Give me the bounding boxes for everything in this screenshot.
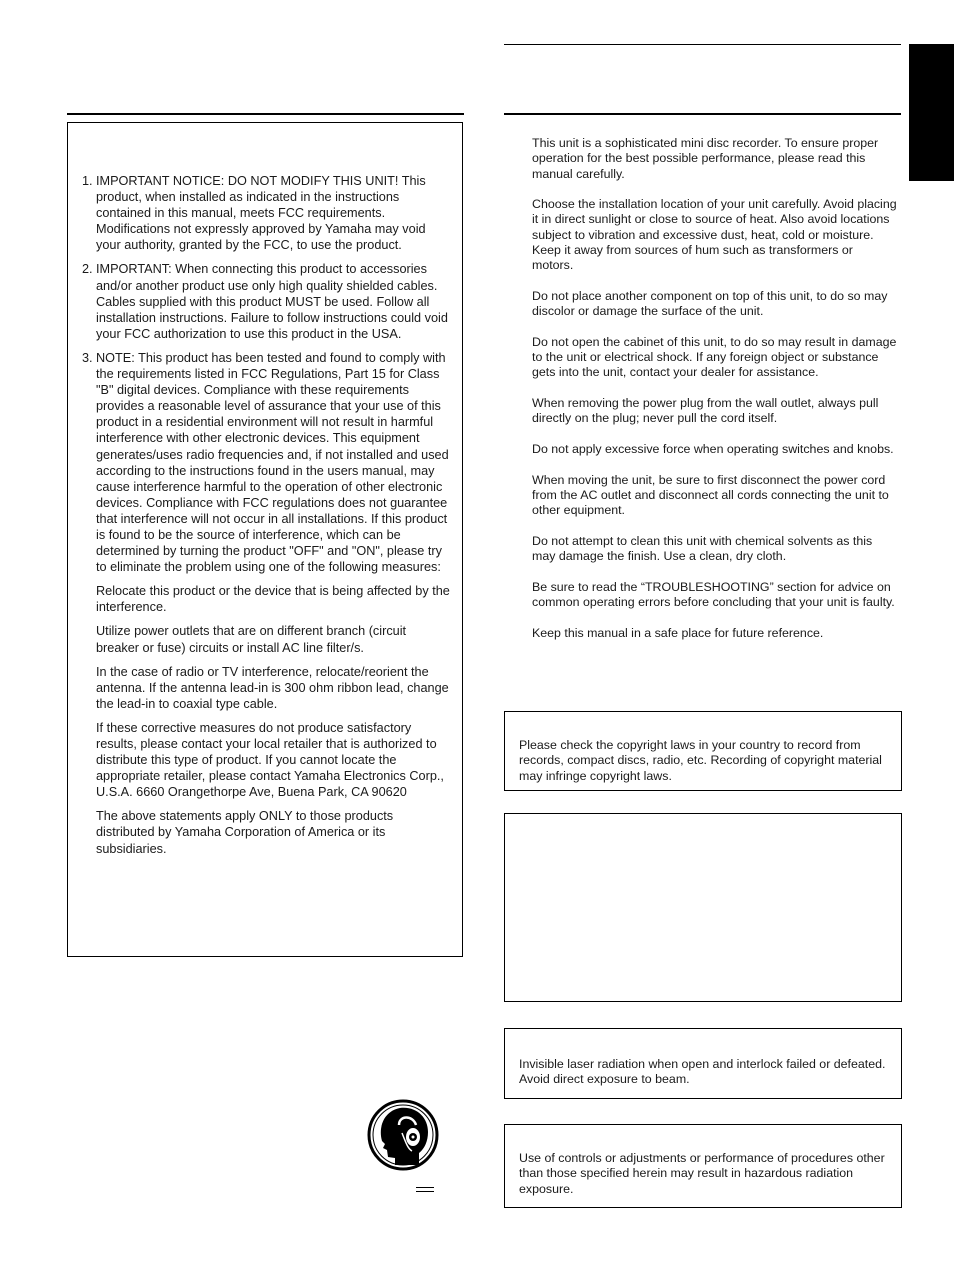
fcc-item-text: IMPORTANT NOTICE: DO NOT MODIFY THIS UNIT! This product, when installed as indicated in the instructions contained in this manual, meets FCC requirements. Modifications not expressly approved by Yamaha may void your authority, granted by the FCC, to use the product.	[96, 174, 426, 253]
fcc-measure-antenna: In the case of radio or TV interference, relocate/reorient the antenna. If the antenna lead-in is 300 ohm ribbon lead, change the lead-in to coaxial type cable.	[96, 664, 449, 711]
fcc-list	[82, 173, 452, 865]
fcc-measure-relocate: Relocate this product or the device that is being affected by the interference.	[96, 584, 450, 615]
precautions-list	[532, 136, 897, 656]
fcc-item-number: 1.	[82, 174, 93, 188]
precaution-item: Choose the installation location of your unit carefully. Avoid placing it in direct sunlight or close to source of heat. Also avoid locations subject to vibration and excessive dust, heat, cold or moisture. Keep it away from sources of hum such as transformers or motors.	[532, 197, 897, 273]
controls-caution-box	[504, 1124, 902, 1208]
logo-underline-bottom	[416, 1191, 434, 1192]
precaution-item: Do not place another component on top of this unit, to do so may discolor or damage the surface of the unit.	[532, 288, 888, 319]
right-header-rule	[504, 113, 901, 115]
precaution-item: Keep this manual in a safe place for future reference.	[532, 625, 824, 640]
fcc-item-number: 3.	[82, 350, 93, 365]
precaution-item: Be sure to read the “TROUBLESHOOTING” section for advice on common operating errors before concluding that your unit is faulty.	[532, 579, 895, 609]
fcc-measure-contact-retailer: If these corrective measures do not produce satisfactory results, please contact your local retailer that is authorized to distribute this type of product. If you cannot locate the appropriate retailer, please contact Yamaha Electronics Corp., U.S.A. 6660 Orangethorpe Ave, Buena Park, CA 90620	[96, 720, 444, 800]
fcc-item-text: NOTE: This product has been tested and found to comply with the requirements listed in FCC Regulations, Part 15 for Class "B" digital devices. Compliance with these requirements provides a reasonable level of assurance that your use of this product in a residential environment will not result in harmful interference with other electronic devices. This equipment generates/uses radio frequencies and, if not installed and used according to the instructions found in the users manual, may cause interference harmful to the operation of other electronic devices. Compliance with FCC regulations does not guarantee that interference will not occur in all installations. If this product is found to be the source of interference, which can be determined by turning the product "OFF" and "ON", please try to eliminate the problem using one of the following measures:	[96, 350, 449, 575]
precaution-item: When moving the unit, be sure to first disconnect the power cord from the AC outlet and disconnect all cords connecting the unit to other equipment.	[532, 472, 889, 518]
fcc-item-2	[82, 261, 452, 341]
copyright-text: Please check the copyright laws in your country to record from records, compact discs, radio, etc. Recording of copyright material may infringe copyright laws.	[519, 738, 882, 783]
logo-underline-top	[416, 1187, 434, 1188]
fcc-scope-statement: The above statements apply ONLY to those products distributed by Yamaha Corporation of America or its subsidiaries.	[96, 809, 394, 856]
label-box	[504, 813, 902, 1002]
laser-radiation-text: Invisible laser radiation when open and interlock failed or defeated. Avoid direct exposure to beam.	[519, 1057, 886, 1087]
fcc-item-number: 2.	[82, 262, 93, 277]
precaution-item: Do not apply excessive force when operating switches and knobs.	[532, 441, 894, 456]
fcc-information-box	[67, 122, 463, 957]
fcc-item-text: IMPORTANT: When connecting this product to accessories and/or another product use only high quality shielded cables. Cables supplied with this product MUST be used. Follow all installation instructions. Failure to follow instructions could void your FCC authorization to use this product in the USA.	[96, 262, 448, 341]
precaution-item: Do not attempt to clean this unit with chemical solvents as this may damage the finish. Use a clean, dry cloth.	[532, 533, 873, 564]
fcc-item-1	[82, 173, 452, 253]
fcc-measure-outlets: Utilize power outlets that are on different branch (circuit breaker or fuse) circuits or install AC line filter/s.	[96, 624, 407, 655]
copyright-box	[504, 711, 902, 791]
precaution-item: When removing the power plug from the wall outlet, always pull directly on the plug; never pull the cord itself.	[532, 396, 879, 426]
precaution-item: This unit is a sophisticated mini disc recorder. To ensure proper operation for the best possible performance, please read this manual carefully.	[532, 136, 879, 181]
language-tab	[909, 44, 954, 181]
laser-radiation-box	[504, 1028, 902, 1099]
listener-head-logo-icon	[366, 1097, 440, 1173]
left-header-rule	[67, 113, 464, 115]
fcc-item-3	[82, 350, 452, 575]
top-right-rule	[504, 44, 901, 45]
precaution-item: Do not open the cabinet of this unit, to do so may result in damage to the unit or electrical shock. If any foreign object or substance gets into the unit, contact your dealer for assistance.	[532, 334, 897, 380]
controls-caution-text: Use of controls or adjustments or performance of procedures other than those specified herein may result in hazardous radiation exposure.	[519, 1151, 885, 1196]
